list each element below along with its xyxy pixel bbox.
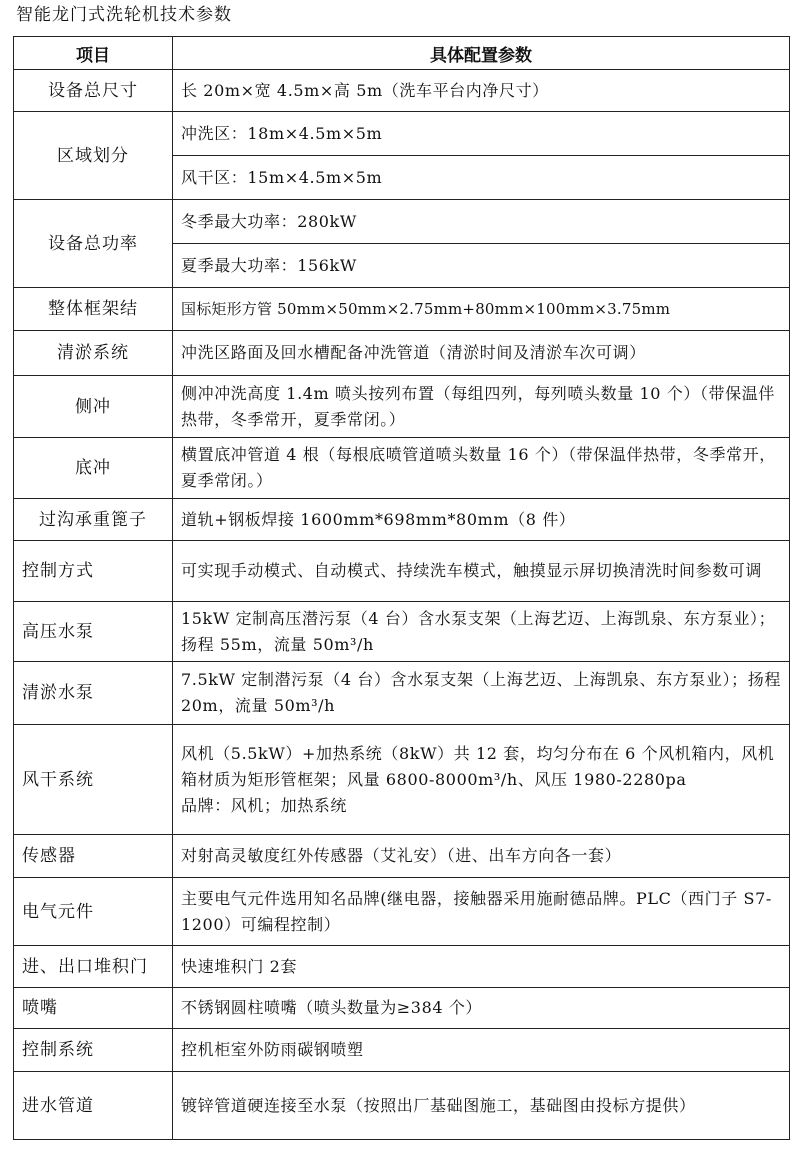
row-item: 清淤水泵 <box>14 662 173 725</box>
row-item: 侧冲 <box>14 376 173 438</box>
row-value: 不锈钢圆柱喷嘴（喷头数量为≥384 个） <box>173 988 790 1029</box>
row-item: 设备总尺寸 <box>14 70 173 112</box>
row-item: 风干系统 <box>14 725 173 835</box>
row-value: 道轨+钢板焊接 1600mm*698mm*80mm（8 件） <box>173 499 790 541</box>
row-value: 7.5kW 定制潜污泵（4 台）含水泵支架（上海艺迈、上海凯泉、东方泵业）；扬程 20m，流量 50m³/h <box>173 662 790 725</box>
row-value: 长 20m×宽 4.5m×高 5m（洗车平台内净尺寸） <box>173 70 790 112</box>
row-item: 喷嘴 <box>14 988 173 1029</box>
row-item: 区域划分 <box>14 112 173 200</box>
table-row <box>14 946 790 988</box>
header-config: 具体配置参数 <box>173 37 790 70</box>
row-item: 传感器 <box>14 835 173 878</box>
table-row <box>14 988 790 1029</box>
row-value: 冬季最大功率：280kW <box>173 200 790 244</box>
row-value: 冲洗区路面及回水槽配备冲洗管道（清淤时间及清淤车次可调） <box>173 331 790 376</box>
table-row <box>14 499 790 541</box>
row-value: 冲洗区：18m×4.5m×5m <box>173 112 790 156</box>
row-value-line: 风机（5.5kW）+加热系统（8kW）共 12 套，均匀分布在 6 个风机箱内，风机箱材质为矩形管框架；风量 6800-8000m³/h、风压 1980-2280pa <box>181 743 775 789</box>
row-item: 过沟承重篦子 <box>14 499 173 541</box>
row-value: 风干区：15m×4.5m×5m <box>173 156 790 200</box>
header-item: 项目 <box>14 37 173 70</box>
document-title: 智能龙门式洗轮机技术参数 <box>16 5 232 25</box>
table-row <box>14 1072 790 1140</box>
row-value: 15kW 定制高压潜污泵（4 台）含水泵支架（上海艺迈、上海凯泉、东方泵业）；扬程 55m，流量 50m³/h <box>173 602 790 662</box>
table-row <box>14 376 790 438</box>
spec-table <box>13 36 790 1140</box>
row-item: 底冲 <box>14 438 173 499</box>
table-header-row <box>14 37 790 70</box>
row-value: 快速堆积门 2套 <box>173 946 790 988</box>
row-value: 可实现手动模式、自动模式、持续洗车模式，触摸显示屏切换清洗时间参数可调 <box>173 541 790 602</box>
table-row <box>14 438 790 499</box>
table-row <box>14 70 790 112</box>
table-row <box>14 602 790 662</box>
table-row <box>14 1029 790 1072</box>
row-item: 进水管道 <box>14 1072 173 1140</box>
row-item: 整体框架结 <box>14 288 173 331</box>
row-value: 夏季最大功率：156kW <box>173 244 790 288</box>
row-value <box>173 725 790 835</box>
row-value: 对射高灵敏度红外传感器（艾礼安）（进、出车方向各一套） <box>173 835 790 878</box>
table-row <box>14 878 790 946</box>
row-value: 横置底冲管道 4 根（每根底喷管道喷头数量 16 个）（带保温伴热带，冬季常开，夏季常闭。） <box>173 438 790 499</box>
row-item: 清淤系统 <box>14 331 173 376</box>
row-item: 高压水泵 <box>14 602 173 662</box>
row-value: 控机柜室外防雨碳钢喷塑 <box>173 1029 790 1072</box>
row-item: 控制方式 <box>14 541 173 602</box>
row-value-line: 品牌：风机；加热系统 <box>181 795 348 815</box>
row-value: 侧冲冲洗高度 1.4m 喷头按列布置（每组四列，每列喷头数量 10 个）（带保温伴热带，冬季常开，夏季常闭。） <box>173 376 790 438</box>
table-row <box>14 112 790 156</box>
row-item: 电气元件 <box>14 878 173 946</box>
row-value: 主要电气元件选用知名品牌(继电器，接触器采用施耐德品牌。PLC（西门子 S7-1200）可编程控制） <box>173 878 790 946</box>
row-value: 国标矩形方管 50mm×50mm×2.75mm+80mm×100mm×3.75mm <box>173 288 790 331</box>
table-row <box>14 662 790 725</box>
table-row <box>14 288 790 331</box>
table-row <box>14 331 790 376</box>
row-item: 进、出口堆积门 <box>14 946 173 988</box>
row-item: 设备总功率 <box>14 200 173 288</box>
table-row <box>14 835 790 878</box>
row-item: 控制系统 <box>14 1029 173 1072</box>
row-value: 镀锌管道硬连接至水泵（按照出厂基础图施工，基础图由投标方提供） <box>173 1072 790 1140</box>
table-row <box>14 541 790 602</box>
table-row <box>14 725 790 835</box>
table-row <box>14 200 790 244</box>
